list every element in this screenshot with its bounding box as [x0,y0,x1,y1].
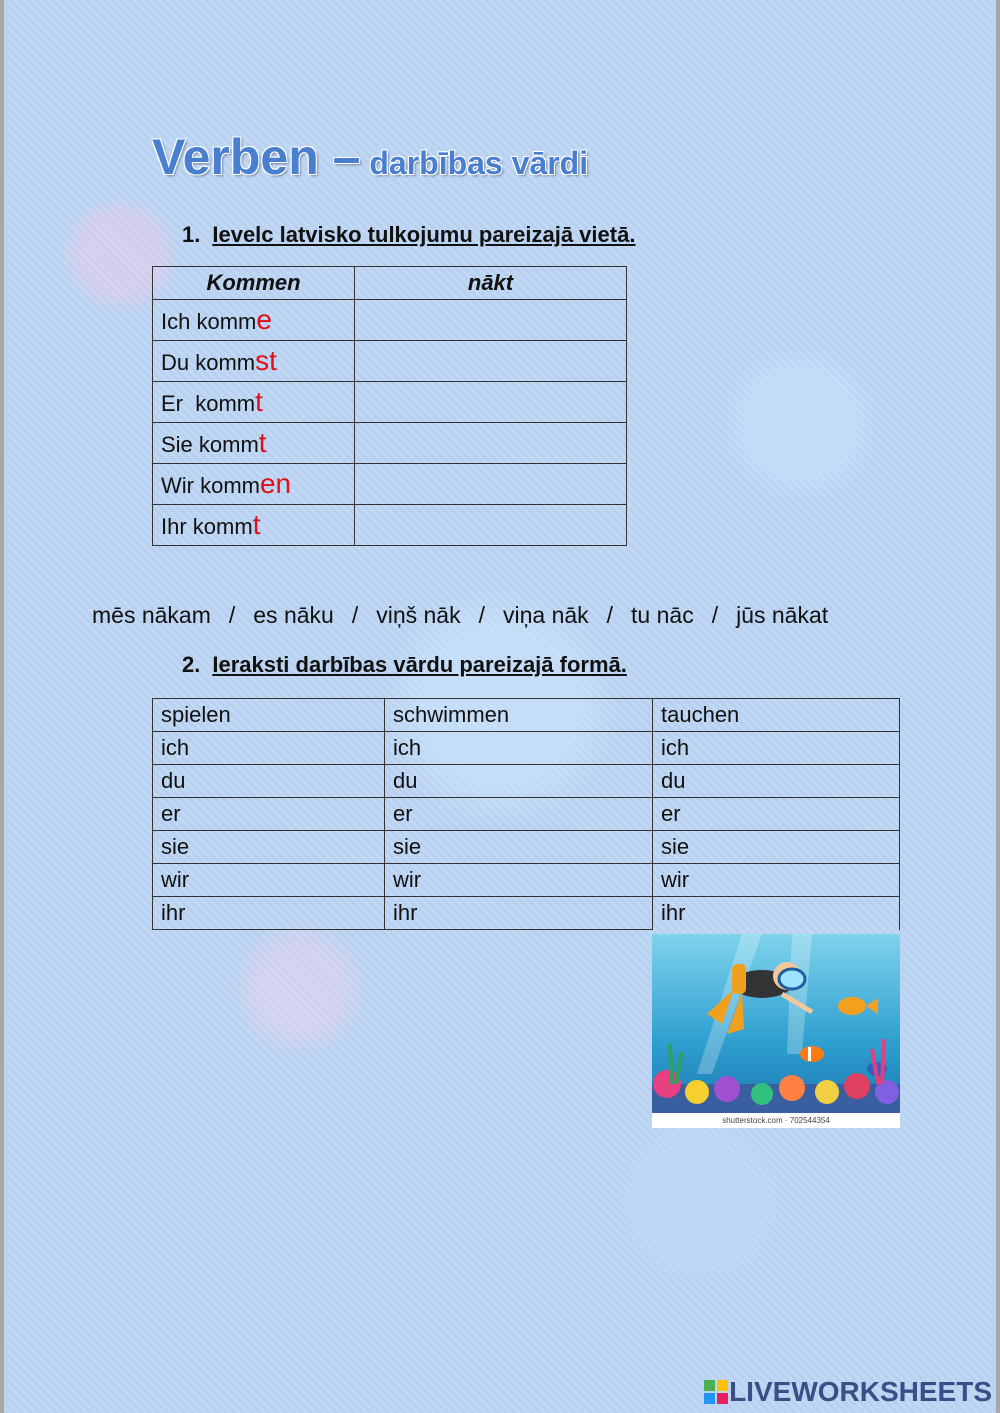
verb-header-tauchen: tauchen [653,699,900,732]
draggable-word[interactable]: mēs nākam [92,602,211,628]
table-row [153,732,900,765]
table-row [153,382,627,423]
verb-ending: en [259,468,292,499]
drop-target-cell[interactable] [355,505,627,546]
pronoun-input-cell[interactable]: ich [153,732,385,765]
pronoun-input-cell[interactable]: du [385,765,653,798]
drop-target-cell[interactable] [355,341,627,382]
logo-icon [703,1379,729,1405]
word-separator: / [478,602,485,628]
table2-header-row [153,699,900,732]
pronoun-input-cell[interactable]: du [153,765,385,798]
verb-form-cell [153,505,355,546]
verb-header-schwimmen: schwimmen [385,699,653,732]
table-row [153,300,627,341]
verb-ending: t [252,509,261,540]
draggable-word[interactable]: tu nāc [631,602,694,628]
title-main: Verben – [152,129,361,185]
table1-header-latvian: nākt [355,267,627,300]
draggable-word[interactable]: viņš nāk [376,602,461,628]
table-row [153,798,900,831]
pronoun-input-cell[interactable]: ihr [653,897,900,930]
diver-underwater-illustration [652,934,900,1128]
word-separator: / [711,602,719,628]
word-bank [92,602,828,629]
verb-form-cell [153,464,355,505]
table-row [153,897,900,930]
task2-number: 2. [182,652,201,677]
logo-text: LIVEWORKSHEETS [729,1376,992,1407]
pronoun-input-cell[interactable]: ich [385,732,653,765]
table-row [153,864,900,897]
word-separator: / [351,602,359,628]
table-row [153,341,627,382]
verb-ending: t [258,427,267,458]
image-credit: shutterstock.com · 702544354 [652,1113,900,1128]
verb-stem: Sie komm [161,432,259,457]
conjugation-table-kommen [152,266,627,546]
pronoun-input-cell[interactable]: sie [653,831,900,864]
drop-target-cell[interactable] [355,300,627,341]
task2-text: Ieraksti darbības vārdu pareizajā formā. [212,652,627,677]
pronoun-input-cell[interactable]: sie [385,831,653,864]
table-row [153,831,900,864]
verb-stem: Er komm [161,391,256,416]
task1-number: 1. [182,222,201,247]
verb-stem: Wir komm [161,473,260,498]
verb-stem: Du komm [161,350,256,375]
conjugation-table-three-verbs [152,698,900,930]
pronoun-input-cell[interactable]: du [653,765,900,798]
verb-form-cell [153,382,355,423]
pronoun-input-cell[interactable]: er [653,798,900,831]
liveworksheets-logo [703,1376,992,1408]
pronoun-input-cell[interactable]: er [385,798,653,831]
task2-heading [182,652,627,678]
pronoun-input-cell[interactable]: wir [153,864,385,897]
verb-form-cell [153,300,355,341]
pronoun-input-cell[interactable]: wir [385,864,653,897]
pronoun-input-cell[interactable]: sie [153,831,385,864]
drop-target-cell[interactable] [355,464,627,505]
table-row [153,505,627,546]
table-row [153,765,900,798]
drop-target-cell[interactable] [355,382,627,423]
pronoun-input-cell[interactable]: ihr [385,897,653,930]
verb-ending: st [255,345,277,376]
pronoun-input-cell[interactable]: ihr [153,897,385,930]
table-row [153,464,627,505]
pronoun-input-cell[interactable]: er [153,798,385,831]
table-row [153,423,627,464]
verb-form-cell [153,341,355,382]
verb-stem: Ihr komm [161,514,253,539]
task1-text: Ievelc latvisko tulkojumu pareizajā vietā. [212,222,636,247]
pronoun-input-cell[interactable]: ich [653,732,900,765]
drop-target-cell[interactable] [355,423,627,464]
word-separator: / [606,602,614,628]
word-separator: / [228,602,236,628]
draggable-word[interactable]: viņa nāk [502,602,589,628]
table1-header-row [153,267,627,300]
verb-stem: Ich komm [161,309,257,334]
verb-ending: t [255,386,263,417]
table1-header-german: Kommen [153,267,355,300]
page-title [152,128,588,186]
verb-form-cell [153,423,355,464]
task1-heading [182,222,635,248]
verb-header-spielen: spielen [153,699,385,732]
title-sub: darbības vārdi [369,145,589,181]
draggable-word[interactable]: es nāku [253,602,334,628]
draggable-word[interactable]: jūs nākat [736,602,829,628]
verb-ending: e [256,304,272,335]
pronoun-input-cell[interactable]: wir [653,864,900,897]
